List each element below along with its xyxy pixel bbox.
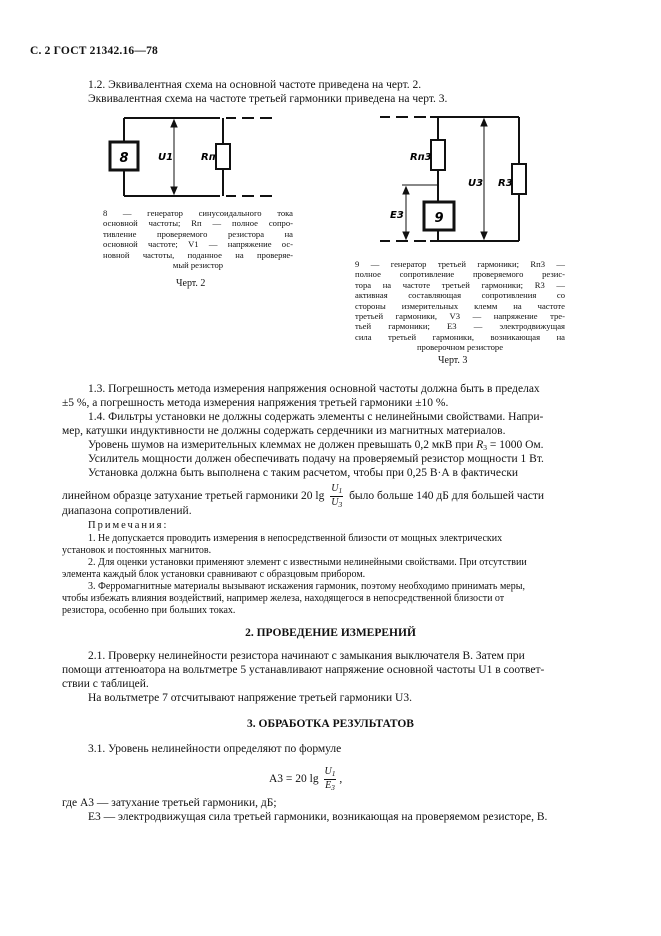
note-2-line1: 2. Для оценки установки применяют элемент с известными нелинейными свойствами. При отсутствии	[88, 557, 527, 568]
note-2-line2: элемента каждый блок установки сравнивают с образцовым прибором.	[62, 569, 366, 580]
para-1-4-line1: 1.4. Фильтры установки не должны содержать элементы с нелинейными свойствами. Напри-	[88, 411, 544, 423]
para-1-2-line2: Эквивалентная схема на частоте третьей гармоники приведена на черт. 3.	[88, 93, 448, 105]
installation-line3: диапазона сопротивлений.	[62, 505, 192, 517]
para-2-1-voltmeter: На вольтметре 7 отсчитывают напряжение третьей гармоники U3.	[88, 692, 412, 704]
para-3-1: 3.1. Уровень нелинейности определяют по формуле	[88, 743, 342, 755]
para-2-1-line1: 2.1. Проверку нелинейности резистора начинают с замыкания выключателя В. Затем при	[88, 650, 525, 662]
para-2-1-line2: помощи аттенюатора на вольтметре 5 устанавливают напряжение основной частоты U1 в соответ-	[62, 664, 545, 676]
formula-a3: A3 = 20 lg $\frac{U_1}{E_3}$ ,	[269, 766, 343, 792]
fig2-caption: 8 — генератор синусоидального тока основной частоты; Rп — полное сопро- тивление проверяемого резистора на основной частоте; V1 — напряжение ос- новной частоты, поданное на проверяе- мый резистор	[103, 208, 293, 271]
resistor-r3-label: R3	[498, 178, 513, 189]
note-3-line2: чтобы избежать влияния воздействий, например железа, находящегося в непосредственной близости от	[62, 593, 505, 604]
circuit-diagram-fig2	[100, 112, 300, 208]
installation-line2: линейном образце затухание третьей гармоники 20 lg $\frac{U_1}{U_3}$ было больше 140 дБ для большей части	[62, 483, 545, 509]
fig3-title: Черт. 3	[438, 355, 468, 366]
generator-9-label: 9	[434, 211, 444, 226]
circuit-diagram-fig3	[378, 112, 548, 250]
para-1-4-line2: мер, катушки индуктивности не должны содержать сердечники из магнитных материалов.	[62, 425, 506, 437]
page-header: С. 2 ГОСТ 21342.16—78	[30, 45, 158, 57]
installation-line1: Установка должна быть выполнена с таким расчетом, чтобы при 0,25 В·А в фактически	[88, 467, 519, 479]
section-2-heading: 2. ПРОВЕДЕНИЕ ИЗМЕРЕНИЙ	[245, 627, 416, 639]
voltage-u1-label: U1	[158, 152, 174, 163]
para-2-1-line3: ствии с таблицей.	[62, 678, 149, 690]
note-3-line3: резистора, особенно при больших токах.	[62, 605, 236, 616]
para-1-2-line1: 1.2. Эквивалентная схема на основной частоте приведена на черт. 2.	[88, 79, 422, 91]
where-a3: где A3 — затухание третьей гармоники, дБ;	[62, 797, 277, 809]
where-e3: E3 — электродвижущая сила третьей гармоники, возникающая на проверяемом резисторе, В.	[88, 811, 548, 823]
voltage-u3-label: U3	[468, 178, 484, 189]
notes-title: Примечания:	[88, 520, 169, 531]
noise-level-text: Уровень шумов на измерительных клеммах не должен превышать 0,2 мкВ при $R_3 = 1000$ Ом.	[88, 439, 544, 452]
para-1-3-line2: ±5 %, а погрешность метода измерения напряжения третьей гармоники ±10 %.	[62, 397, 449, 409]
note-1-line2: установок и постоянных магнитов.	[62, 545, 212, 556]
note-3-line1: 3. Ферромагнитные материалы вызывают искажения гармоник, поэтому необходимо принимать меры,	[88, 581, 525, 592]
amplifier-text: Усилитель мощности должен обеспечивать подачу на проверяемый резистор мощности 1 Вт.	[88, 453, 544, 465]
note-1-line1: 1. Не допускается проводить измерения в непосредственной близости от мощных электрических	[88, 533, 503, 544]
para-1-3-line1: 1.3. Погрешность метода измерения напряжения основной частоты должна быть в пределах	[88, 383, 540, 395]
emf-e3-label: E3	[390, 210, 404, 221]
section-3-heading: 3. ОБРАБОТКА РЕЗУЛЬТАТОВ	[247, 718, 414, 730]
fig2-title: Черт. 2	[176, 278, 206, 289]
resistor-rn3-label: Rп3	[410, 152, 432, 163]
generator-8-label: 8	[119, 151, 129, 166]
fig3-caption: 9 — генератор третьей гармоники; Rп3 — полное сопротивление проверяемого резис- тора на частоте третьей гармоники; R3 — активная составляющая сопротивления со стороны измерительных клемм на частоте третьей гармоники, V3 — напряжение тре- тьей гармоники; E3 — электродвижущая сила третьей гармоники, возникающая на проверочном резисторе	[355, 259, 565, 353]
resistor-rn-label: Rп	[201, 152, 216, 163]
